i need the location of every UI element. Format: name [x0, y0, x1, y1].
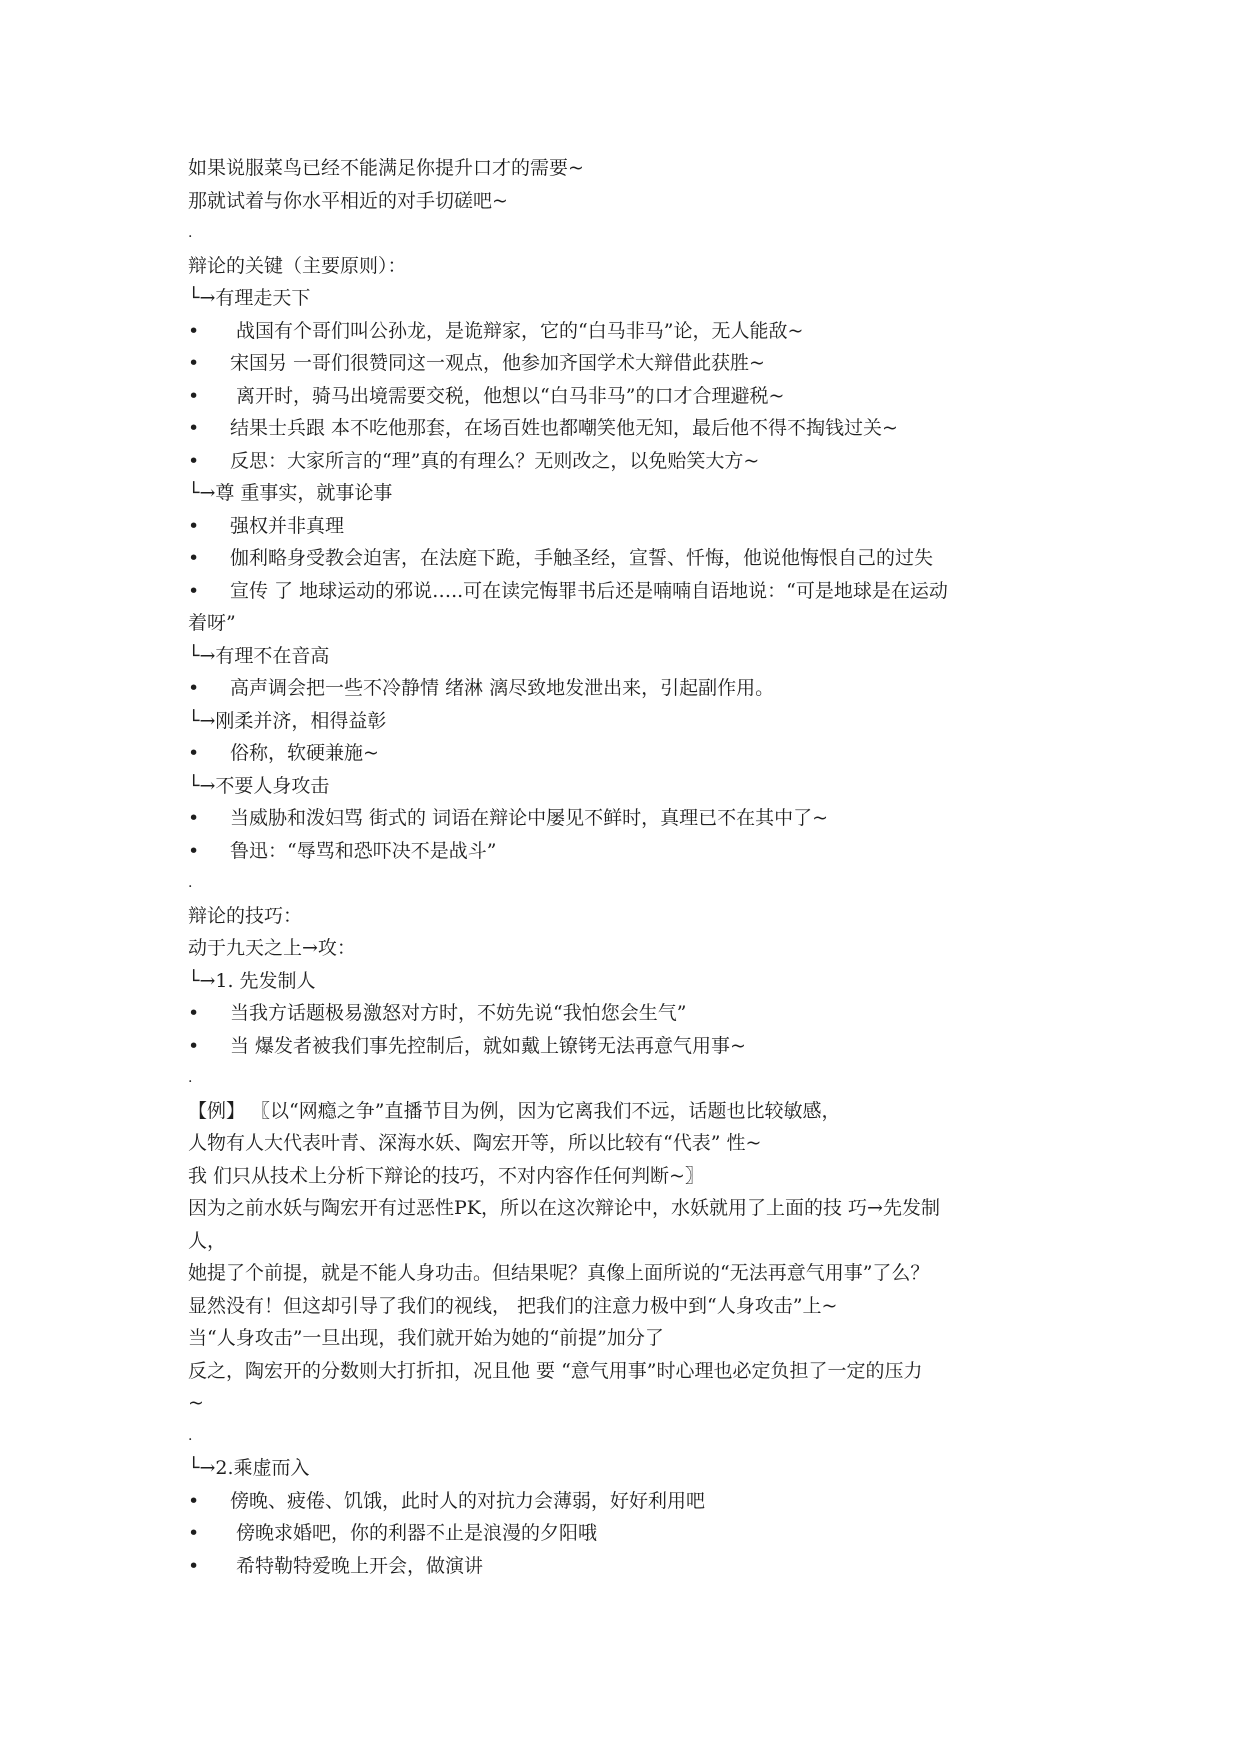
- bullet-item: [188, 412, 1068, 445]
- bullet-marker: •: [188, 742, 200, 764]
- bullet-item: [188, 672, 1068, 705]
- bullet-marker: •: [188, 839, 200, 862]
- bullet-text: 反思：大家所言的“理”真的有理么？无则改之，以免贻笑大方~: [230, 449, 760, 472]
- section-heading: └→有理走天下: [188, 287, 311, 309]
- bullet-item: [188, 835, 1068, 868]
- bullet-text: 俗称，软硬兼施~: [230, 742, 379, 764]
- text-line: 【例】 〖以“网瘾之争”直播节目为例，因为它离我们不远，话题也比较敏感，: [188, 1099, 841, 1122]
- bullet-text: 傍晚、疲倦、饥饿，此时人的对抗力会薄弱，好好利用吧: [230, 1489, 706, 1512]
- bullet-marker: •: [188, 579, 200, 602]
- text-line: ~: [188, 1392, 204, 1414]
- text-line: 人物有人大代表叶青、深海水妖、陶宏开等，所以比较有“代表” 性~: [188, 1132, 762, 1154]
- text-line: 因为之前水妖与陶宏开有过恶性PK，所以在这次辩论中，水妖就用了上面的技 巧→先发制: [188, 1197, 940, 1219]
- text-line: 她提了个前提，就是不能人身功击。但结果呢？真像上面所说的“无法再意气用事”了么？: [188, 1262, 930, 1284]
- text-line: 人，: [188, 1229, 227, 1252]
- text-line: 当“人身攻击”一旦出现，我们就开始为她的“前提”加分了: [188, 1327, 664, 1349]
- bullet-item: [188, 802, 1068, 835]
- bullet-marker: •: [188, 1034, 200, 1057]
- bullet-item: [188, 542, 1068, 575]
- bullet-item: [188, 380, 1068, 413]
- bullet-item: [188, 315, 1068, 348]
- text-line: 显然没有！但这却引导了我们的视线， 把我们的注意力极中到“人身攻击”上~: [188, 1294, 838, 1317]
- bullet-item: [188, 1030, 1068, 1063]
- bullet-marker: •: [188, 807, 200, 829]
- text-line: 动于九天之上→攻：: [188, 937, 356, 959]
- bullet-marker: •: [188, 352, 200, 374]
- section-heading: └→尊 重事实，就事论事: [188, 482, 393, 504]
- section-heading: └→有理不在音高: [188, 644, 330, 667]
- bullet-item: [188, 575, 1068, 608]
- bullet-text: 傍晚求婚吧，你的利器不止是浪漫的夕阳哦: [230, 1522, 598, 1544]
- bullet-item: [188, 1517, 1068, 1550]
- text-line: 我 们只从技术上分析下辩论的技巧，不对内容作任何判断~〗: [188, 1164, 704, 1187]
- bullet-item: [188, 1485, 1068, 1518]
- section-heading: └→2.乘虚而入: [188, 1457, 310, 1479]
- bullet-marker: •: [188, 1554, 200, 1577]
- bullet-text: 宋国另 一哥们很赞同这一观点，他参加齐国学术大辩借此获胜~: [230, 352, 765, 374]
- bullet-text: 当 爆发者被我们事先控制后，就如戴上镣铐无法再意气用事~: [230, 1034, 746, 1057]
- bullet-item: [188, 445, 1068, 478]
- bullet-text: 希特勒特爱晚上开会，做演讲: [230, 1554, 484, 1577]
- bullet-text: 战国有个哥们叫公孙龙，是诡辩家，它的“白马非马”论，无人能敌~: [230, 319, 804, 342]
- bullet-item: [188, 510, 1068, 543]
- section-heading: └→刚柔并济，相得益彰: [188, 709, 387, 732]
- bullet-marker: •: [188, 1002, 200, 1024]
- bullet-marker: •: [188, 547, 200, 569]
- bullet-text: 高声调会把一些不冷静情 绪淋 漓尽致地发泄出来，引起副作用。: [230, 677, 775, 699]
- separator-dot: .: [188, 225, 193, 241]
- bullet-marker: •: [188, 449, 200, 472]
- bullet-text: 当我方话题极易激怒对方时，不妨先说“我怕您会生气”: [230, 1002, 687, 1024]
- bullet-text: 宣传 了 地球运动的邪说…..可在读完悔罪书后还是喃喃自语地说：“可是地球是在运动: [230, 579, 948, 602]
- section-heading: └→1. 先发制人: [188, 969, 316, 992]
- bullet-text: 强权并非真理: [230, 514, 345, 537]
- bullet-text: 离开时，骑马出境需要交税，他想以“白马非马”的口才合理避税~: [230, 384, 785, 407]
- bullet-item: [188, 1550, 1068, 1583]
- bullet-marker: •: [188, 1522, 200, 1544]
- bullet-text: 伽利略身受教会迫害，在法庭下跪，手触圣经，宣誓、忏悔，他说他悔恨自己的过失: [230, 547, 934, 569]
- document-body: [188, 152, 1068, 1582]
- bullet-item: [188, 347, 1068, 380]
- separator-dot: .: [188, 875, 193, 891]
- bullet-continuation: 着呀”: [188, 612, 236, 634]
- bullet-item: [188, 737, 1068, 770]
- bullet-marker: •: [188, 1489, 200, 1512]
- bullet-text: 当威胁和泼妇骂 街式的 词语在辩论中屡见不鲜时，真理已不在其中了~: [230, 807, 829, 829]
- bullet-marker: •: [188, 417, 200, 439]
- bullet-text: 鲁迅：“辱骂和恐吓决不是战斗”: [230, 839, 497, 862]
- text-line: 那就试着与你水平相近的对手切磋吧~: [188, 189, 508, 212]
- separator-dot: .: [188, 1070, 193, 1086]
- section-heading: └→不要人身攻击: [188, 774, 330, 797]
- bullet-text: 结果士兵跟 本不吃他那套，在场百姓也都嘲笑他无知，最后他不得不掏钱过关~: [230, 417, 898, 439]
- text-line: 辩论的技巧：: [188, 904, 303, 927]
- bullet-marker: •: [188, 677, 200, 699]
- bullet-marker: •: [188, 319, 200, 342]
- bullet-marker: •: [188, 384, 200, 407]
- text-line: 如果说服菜鸟已经不能满足你提升口才的需要~: [188, 157, 584, 179]
- text-line: 反之，陶宏开的分数则大打折扣，况且他 要 “意气用事”时心理也必定负担了一定的压力: [188, 1359, 923, 1382]
- bullet-item: [188, 997, 1068, 1030]
- bullet-marker: •: [188, 514, 200, 537]
- text-line: 辩论的关键（主要原则）：: [188, 254, 407, 277]
- separator-dot: .: [188, 1427, 193, 1444]
